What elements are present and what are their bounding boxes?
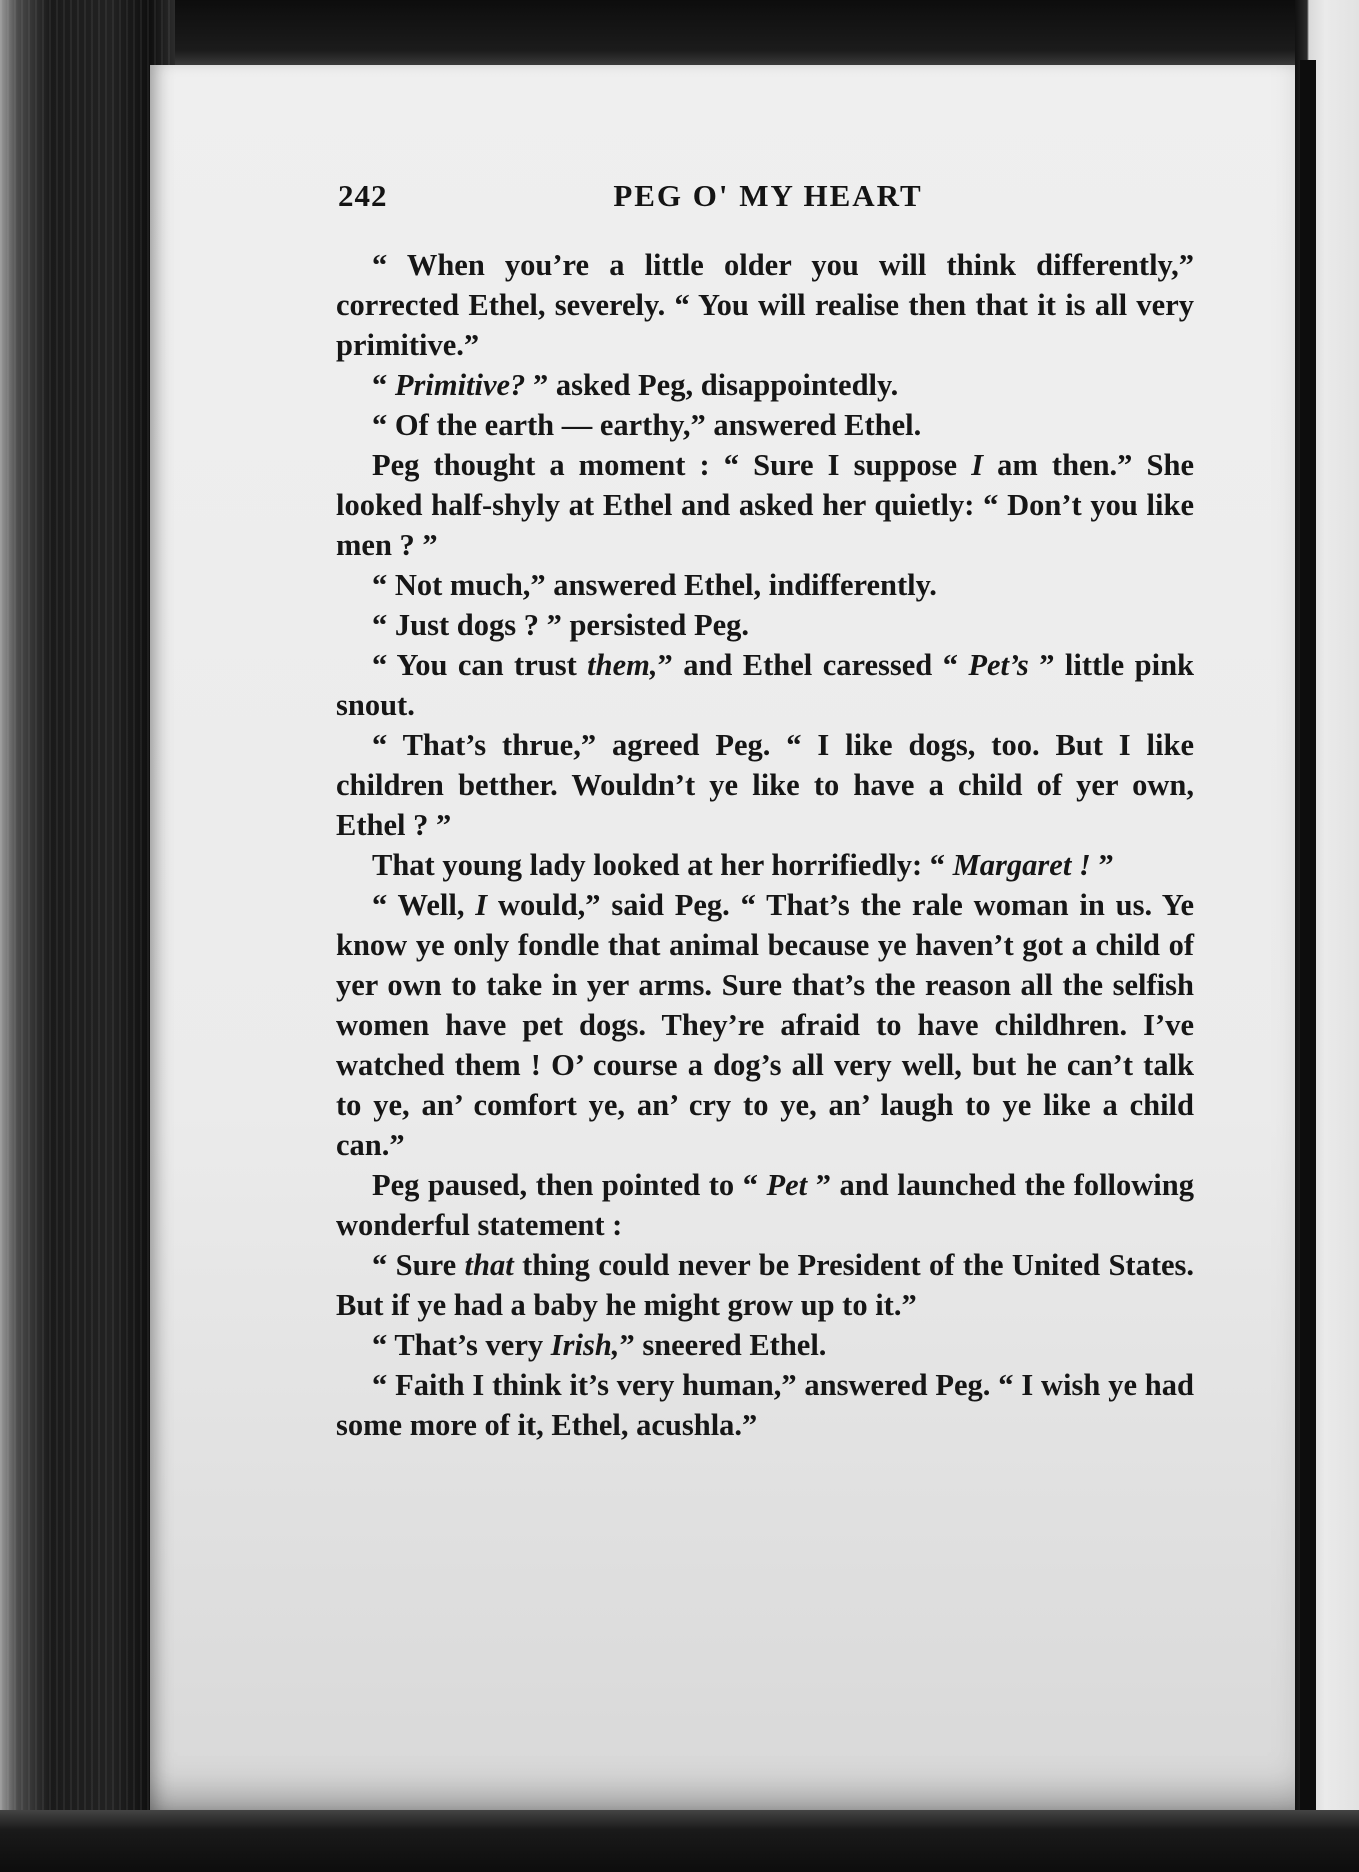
paragraph — [336, 1325, 1194, 1365]
paragraph — [336, 1365, 1194, 1445]
text-run: thing could never be President of the United States. But if ye had a baby he might grow up to it.” — [336, 1248, 1195, 1322]
paragraph — [336, 1245, 1194, 1325]
paragraph — [336, 725, 1194, 845]
page-number: 242 — [338, 178, 388, 213]
text-run: ” — [1090, 848, 1114, 882]
scanner-top-border — [0, 0, 1359, 65]
text-run: ” and Ethel caressed “ — [657, 648, 969, 682]
text-run: “ Not much,” answered Ethel, indifferently. — [372, 568, 937, 602]
text-run: “ That’s very — [372, 1328, 551, 1362]
text-run: ” asked Peg, disappointedly. — [525, 368, 899, 402]
italic-text: that — [464, 1248, 514, 1282]
text-run: ” little pink snout. — [336, 648, 1194, 722]
book-spine — [0, 0, 175, 1872]
text-run: “ Well, — [372, 888, 476, 922]
page-header — [338, 178, 1198, 228]
text-run: “ Of the earth — earthy,” answered Ethel. — [372, 408, 922, 442]
italic-text: I — [475, 888, 488, 922]
text-run: ” and launched the following wonderful statement : — [336, 1168, 1194, 1242]
paragraph — [336, 605, 1194, 645]
text-run: “ You can trust — [372, 648, 588, 682]
italic-text: Pet — [766, 1168, 808, 1202]
text-run: “ Faith I think it’s very human,” answered Peg. “ I wish ye had some more of it, Ethel, acushla.” — [336, 1368, 1194, 1442]
paragraph — [336, 845, 1194, 885]
italic-text: Margaret ! — [952, 848, 1091, 882]
paragraph — [336, 445, 1194, 565]
italic-text: Irish, — [550, 1328, 620, 1362]
paragraph — [336, 365, 1194, 405]
italic-text: them, — [587, 648, 658, 682]
italic-text: I — [971, 448, 984, 482]
paragraph — [336, 645, 1194, 725]
text-run: That young lady looked at her horrifiedly: “ — [372, 848, 953, 882]
text-run: “ That’s thrue,” agreed Peg. “ I like dogs, too. But I like children betther. Wouldn’t ye like to have a child of yer own, Ethel ? ” — [336, 728, 1194, 842]
text-run: “ When you’re a little older you will think differently,” corrected Ethel, severely. “ You will realise then that it is all very primitive.” — [336, 248, 1194, 362]
text-run: would,” said Peg. “ That’s the rale woman in us. Ye know ye only fondle that animal because ye haven’t got a child of yer own to take in yer arms. Sure that’s the reason all the selfish women have pet dogs. They’re afraid to have childhren. I’ve watched them ! O’ course a dog’s all very well, but he can’t talk to ye, an’ comfort ye, an’ cry to ye, an’ laugh to ye like a child can.” — [336, 888, 1194, 1162]
running-title: PEG O' MY HEART — [613, 178, 923, 213]
text-run: “ — [372, 368, 395, 402]
italic-text: Pet’s — [968, 648, 1029, 682]
body-text — [336, 245, 1194, 1445]
page-right-edge — [1300, 60, 1316, 1820]
paragraph — [336, 565, 1194, 605]
text-run: ” sneered Ethel. — [619, 1328, 827, 1362]
text-run: Peg thought a moment : “ Sure I suppose — [372, 448, 972, 482]
text-run: am then.” She looked half-shyly at Ethel and asked her quietly: “ Don’t you like men ? ” — [336, 448, 1194, 562]
paragraph — [336, 885, 1194, 1165]
text-run: “ Just dogs ? ” persisted Peg. — [372, 608, 750, 642]
paragraph — [336, 1165, 1194, 1245]
text-run: “ Sure — [372, 1248, 465, 1282]
italic-text: Primitive? — [394, 368, 526, 402]
text-run: Peg paused, then pointed to “ — [372, 1168, 767, 1202]
paragraph — [336, 405, 1194, 445]
scanner-bottom-border — [0, 1810, 1359, 1872]
paragraph — [336, 245, 1194, 365]
